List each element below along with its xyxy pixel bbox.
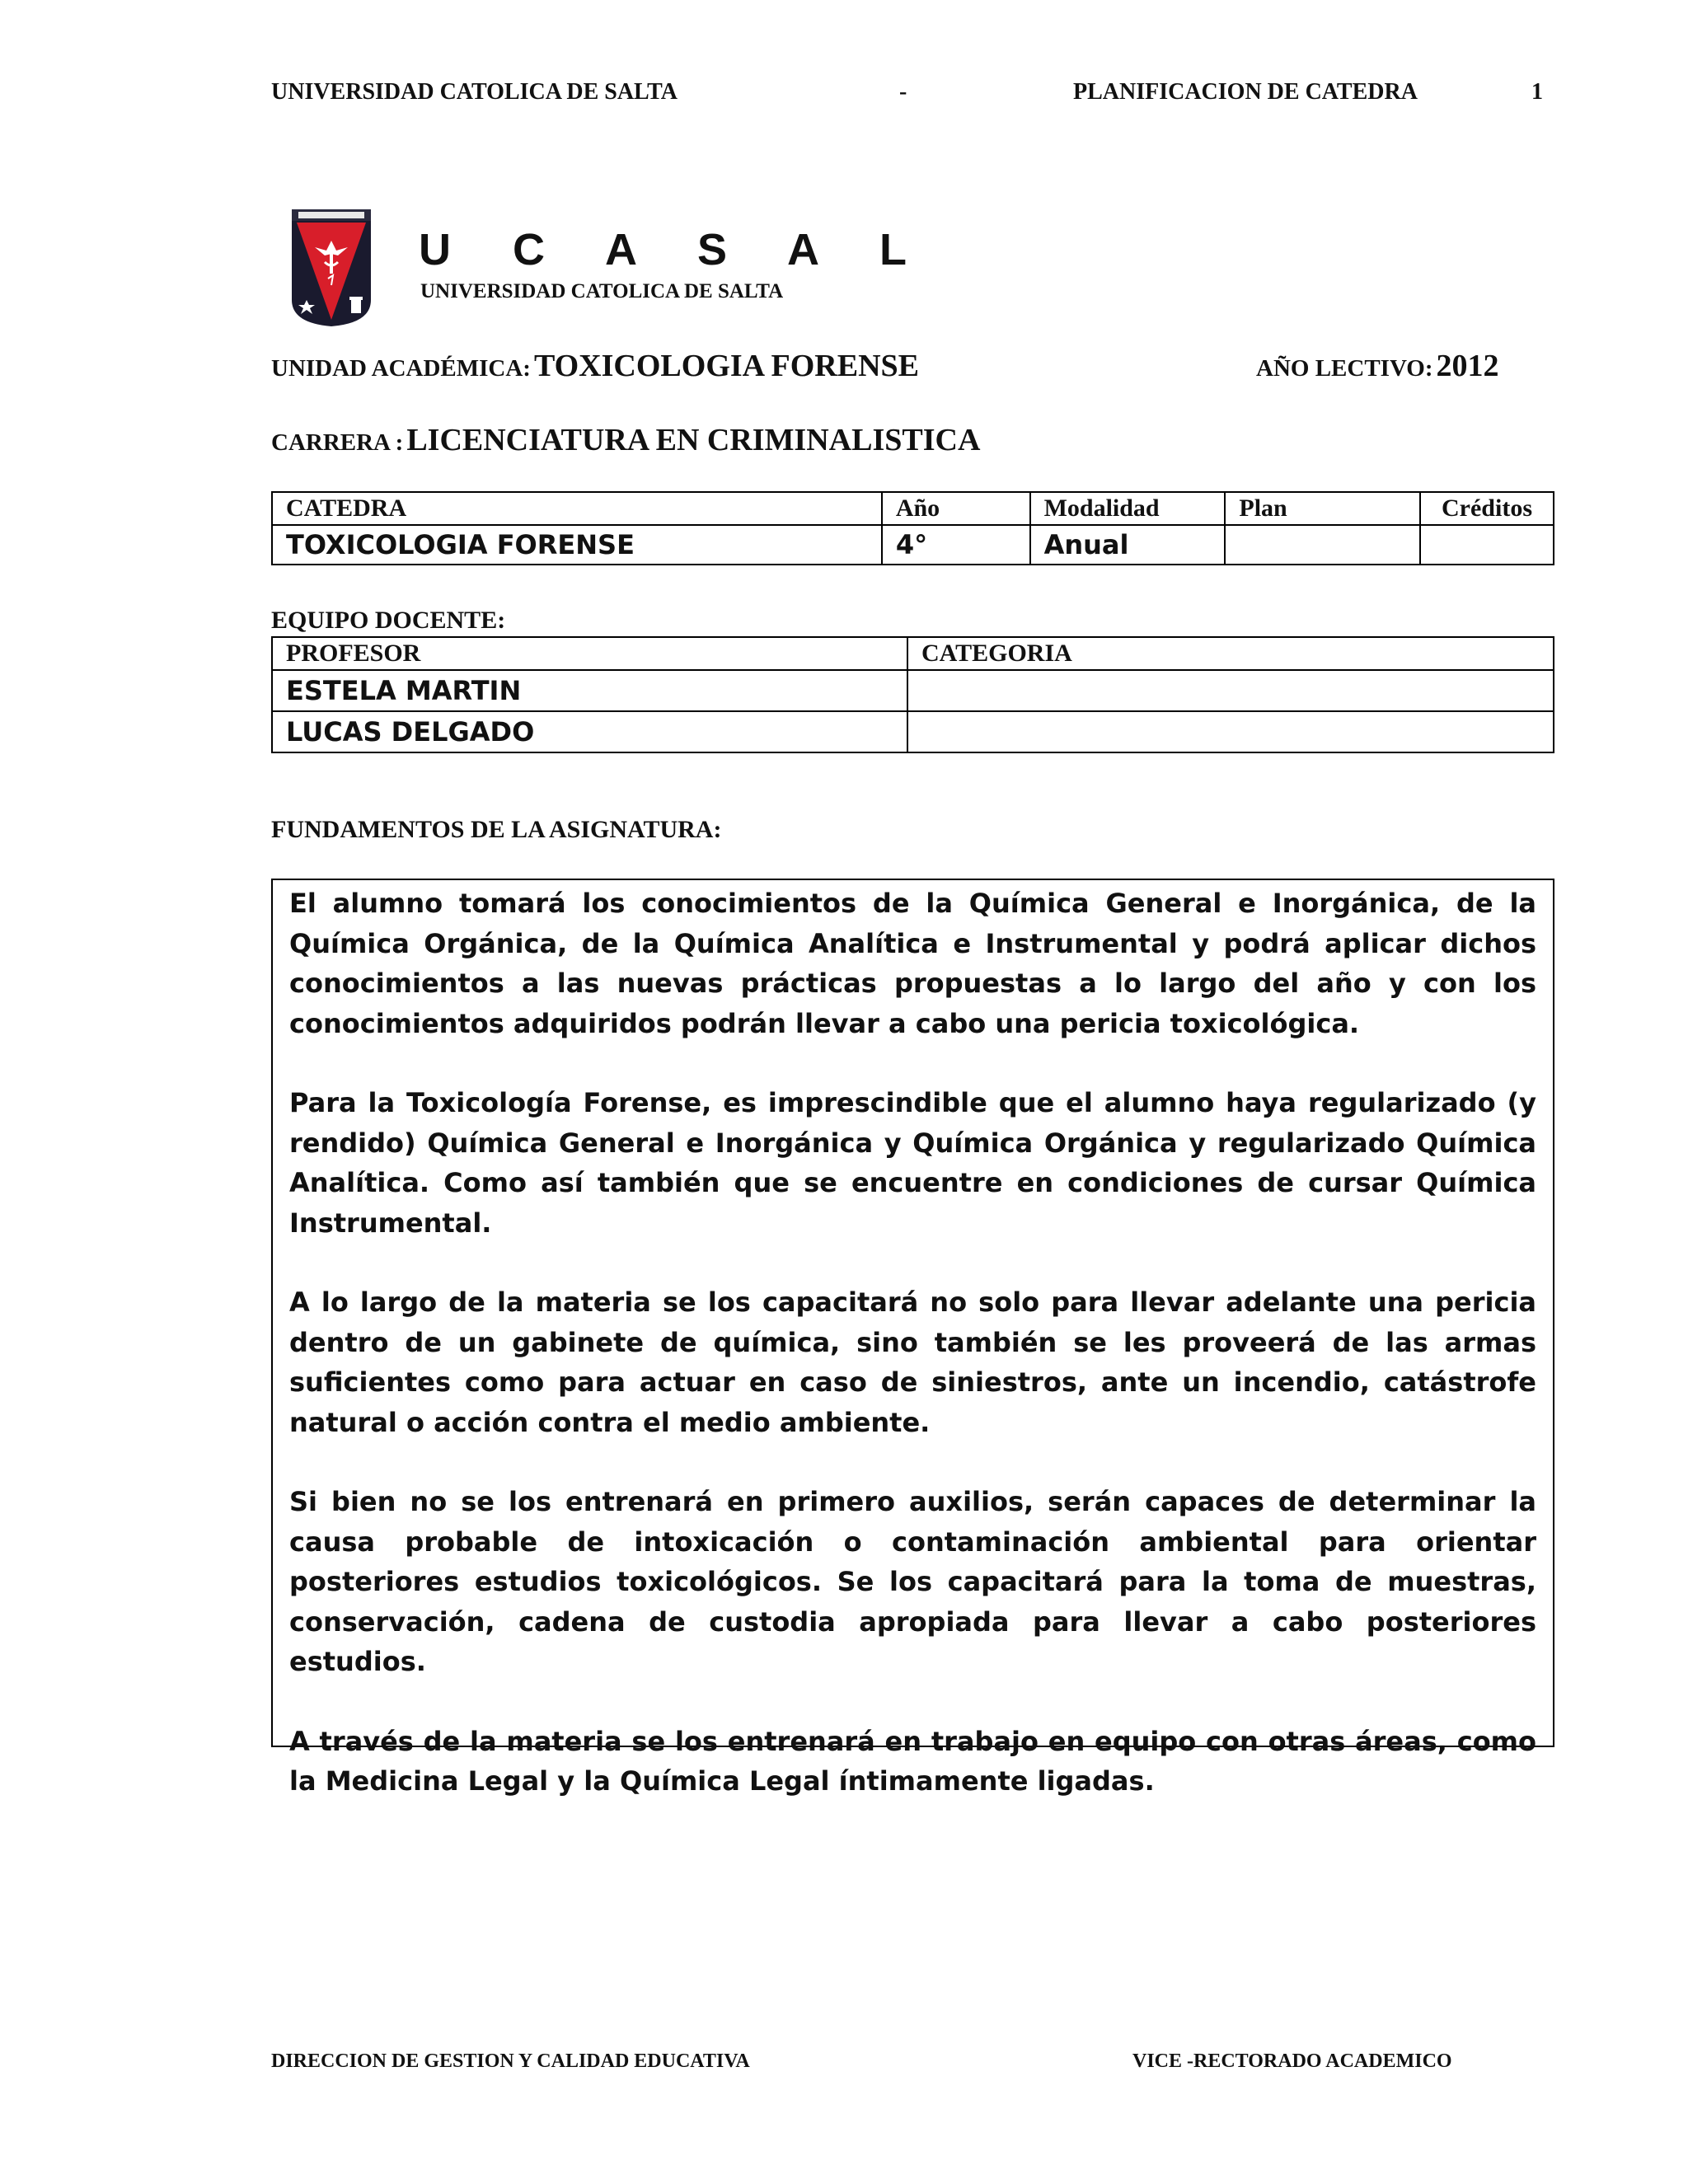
cell-catedra: TOXICOLOGIA FORENSE (272, 525, 882, 565)
ano-lectivo (1256, 348, 1499, 384)
unidad-label: UNIDAD ACADÉMICA: (271, 355, 531, 382)
fundamentos-paragraph: El alumno tomará los conocimientos de la Química General e Inorgánica, de la Química Orgánica, de la Química Analítica e Instrumental y podrá aplicar dichos conocimientos a las nuevas prácticas propuestas a lo largo del año y con los conocimientos adquiridos podrán llevar a cabo una pericia toxicológica. (289, 888, 1536, 1039)
col-modalidad: Modalidad (1030, 492, 1226, 525)
page-number: 1 (1531, 79, 1543, 105)
equipo-table (271, 636, 1554, 753)
fundamentos-paragraph: Para la Toxicología Forense, es imprescindible que el alumno haya regularizado (y rendido) Química General e Inorgánica y Química Orgánica y regularizado Química Analítica. Como así también que se encuentre en condiciones de cursar Química Instrumental. (289, 1087, 1536, 1239)
header-separator: - (899, 79, 907, 105)
header-document-title: PLANIFICACION DE CATEDRA (1073, 79, 1418, 105)
col-catedra: CATEDRA (272, 492, 882, 525)
header-institution: UNIVERSIDAD CATOLICA DE SALTA (271, 79, 678, 105)
col-profesor: PROFESOR (272, 637, 907, 670)
equipo-docente-label: EQUIPO DOCENTE: (271, 607, 506, 634)
unidad-value: TOXICOLOGIA FORENSE (533, 349, 919, 383)
ano-lectivo-label: AÑO LECTIVO: (1256, 355, 1433, 382)
col-plan: Plan (1225, 492, 1420, 525)
fundamentos-box (271, 879, 1554, 1797)
cell-profesor: ESTELA MARTIN (272, 670, 907, 711)
table-row (272, 525, 1554, 565)
col-ano: Año (882, 492, 1030, 525)
cell-modalidad: Anual (1030, 525, 1226, 565)
cell-categoria (907, 711, 1554, 752)
ano-lectivo-value: 2012 (1436, 349, 1499, 383)
ucasal-shield-icon (290, 208, 373, 327)
cell-creditos (1420, 525, 1554, 565)
cell-categoria (907, 670, 1554, 711)
cell-ano: 4° (882, 525, 1030, 565)
unidad-academica (271, 348, 919, 384)
carrera-label: CARRERA : (271, 429, 404, 456)
cell-profesor: LUCAS DELGADO (272, 711, 907, 752)
col-creditos: Créditos (1420, 492, 1554, 525)
col-categoria: CATEGORIA (907, 637, 1554, 670)
table-row (272, 670, 1554, 711)
footer-left: DIRECCION DE GESTION Y CALIDAD EDUCATIVA (271, 2050, 750, 2072)
fundamentos-paragraph: A lo largo de la materia se los capacitará no solo para llevar adelante una pericia dentro de un gabinete de química, sino también se les proveerá de las armas suficientes como para actuar en caso de siniestros, ante un incendio, catástrofe natural o acción contra el medio ambiente. (289, 1286, 1536, 1438)
table-header-row (272, 492, 1554, 525)
brand-title: U C A S A L (419, 225, 931, 274)
catedra-table (271, 491, 1554, 565)
cell-plan (1225, 525, 1420, 565)
fundamentos-paragraph: A través de la materia se los entrenará en trabajo en equipo con otras áreas, como la Medicina Legal y la Química Legal íntimamente ligadas. (289, 1725, 1536, 1797)
brand-subtitle: UNIVERSIDAD CATOLICA DE SALTA (420, 280, 784, 302)
table-header-row (272, 637, 1554, 670)
carrera (271, 422, 980, 458)
fundamentos-paragraph: Si bien no se los entrenará en primero auxilios, serán capaces de determinar la causa probable de intoxicación o contaminación ambiental para orientar posteriores estudios toxicológicos. Se los capacitará para la toma de muestras, conservación, cadena de custodia apropiada para llevar a cabo posteriores estudios. (289, 1486, 1536, 1677)
footer-right: VICE -RECTORADO ACADEMICO (1132, 2050, 1452, 2072)
carrera-value: LICENCIATURA EN CRIMINALISTICA (406, 423, 981, 457)
table-row (272, 711, 1554, 752)
fundamentos-label: FUNDAMENTOS DE LA ASIGNATURA: (271, 816, 722, 843)
